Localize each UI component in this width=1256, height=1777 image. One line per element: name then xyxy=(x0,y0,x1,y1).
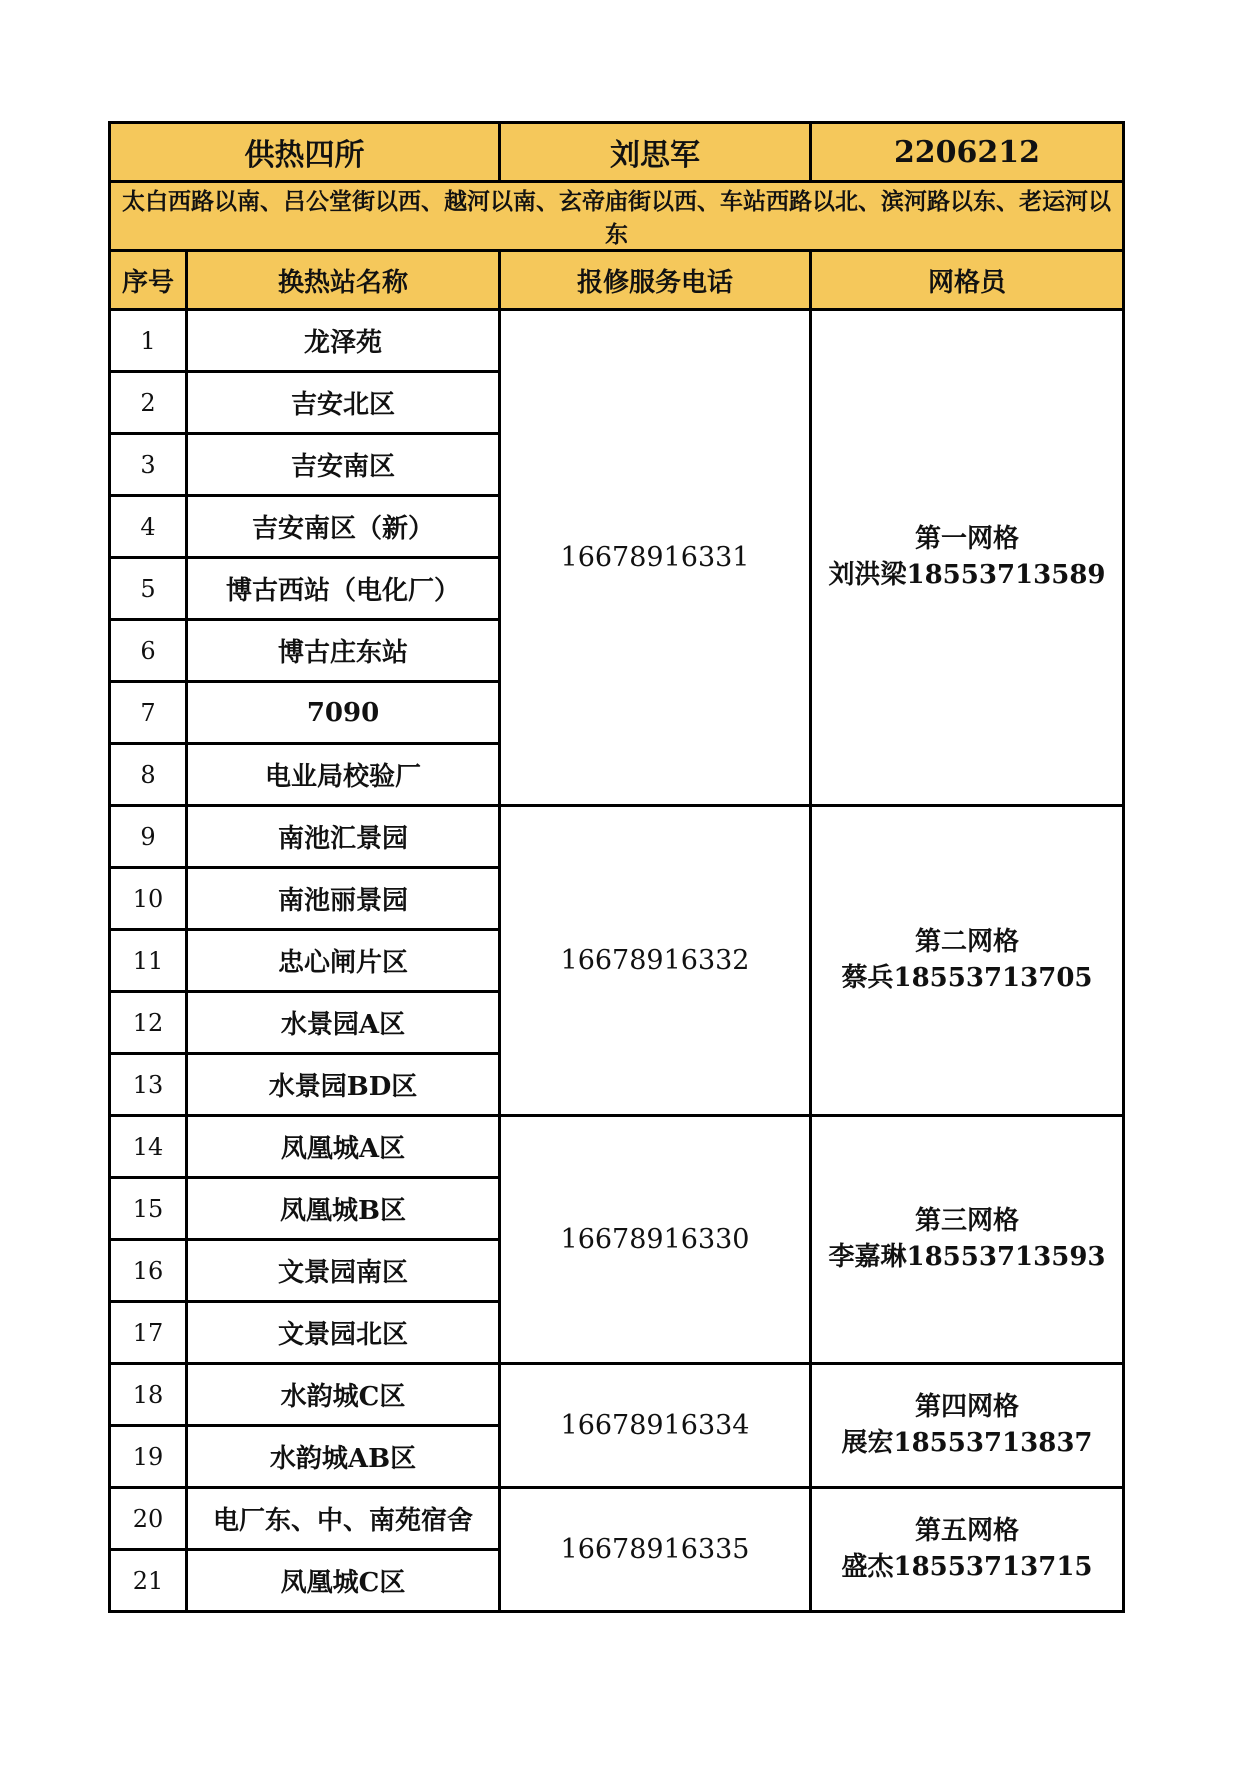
service-phone-cell: 16678916335 xyxy=(500,1488,811,1612)
grid-contact-line: 李嘉琳18553713593 xyxy=(828,1241,1106,1272)
station-name-cell: 电厂东、中、南苑宿舍 xyxy=(187,1488,500,1550)
station-name-cell: 凤凰城A区 xyxy=(187,1116,500,1178)
row-number-cell: 16 xyxy=(110,1240,187,1302)
coverage-area-text: 太白西路以南、吕公堂街以西、越河以南、玄帝庙街以西、车站西路以北、滨河路以东、老运河以东 xyxy=(110,182,1124,251)
grid-worker-cell xyxy=(811,1364,1124,1488)
row-number-cell: 11 xyxy=(110,930,187,992)
grid-name-line: 第一网格 xyxy=(914,524,1019,555)
heating-station-table xyxy=(108,121,1125,1613)
grid-name-line: 第三网格 xyxy=(914,1206,1019,1237)
row-number-cell: 17 xyxy=(110,1302,187,1364)
row-number-cell: 12 xyxy=(110,992,187,1054)
row-number-cell: 4 xyxy=(110,496,187,558)
station-name-cell: 文景园北区 xyxy=(187,1302,500,1364)
row-number-cell: 1 xyxy=(110,310,187,372)
table-row xyxy=(110,1488,1124,1550)
row-number-cell: 5 xyxy=(110,558,187,620)
row-number-cell: 19 xyxy=(110,1426,187,1488)
station-table-body xyxy=(110,123,1124,1612)
service-phone-cell: 16678916332 xyxy=(500,806,811,1116)
station-name-cell: 水韵城C区 xyxy=(187,1364,500,1426)
service-phone-cell: 16678916330 xyxy=(500,1116,811,1364)
grid-worker-cell xyxy=(811,806,1124,1116)
row-number-cell: 18 xyxy=(110,1364,187,1426)
grid-name-line: 第五网格 xyxy=(914,1516,1019,1547)
station-name-cell: 水韵城AB区 xyxy=(187,1426,500,1488)
table-row xyxy=(110,310,1124,372)
station-name-cell: 7090 xyxy=(187,682,500,744)
column-header-no: 序号 xyxy=(110,251,187,310)
row-number-cell: 9 xyxy=(110,806,187,868)
row-number-cell: 3 xyxy=(110,434,187,496)
station-name-cell: 吉安南区（新） xyxy=(187,496,500,558)
station-name-cell: 吉安北区 xyxy=(187,372,500,434)
column-header-grid-worker: 网格员 xyxy=(811,251,1124,310)
station-name-cell: 博古庄东站 xyxy=(187,620,500,682)
row-number-cell: 2 xyxy=(110,372,187,434)
station-name-cell: 忠心闸片区 xyxy=(187,930,500,992)
column-header-row xyxy=(110,251,1124,310)
grid-contact-line: 展宏18553713837 xyxy=(841,1427,1093,1458)
manager-name: 刘思军 xyxy=(500,123,811,182)
station-name-cell: 博古西站（电化厂） xyxy=(187,558,500,620)
table-row xyxy=(110,806,1124,868)
station-name-cell: 凤凰城C区 xyxy=(187,1550,500,1612)
row-number-cell: 21 xyxy=(110,1550,187,1612)
row-number-cell: 10 xyxy=(110,868,187,930)
grid-name-line: 第二网格 xyxy=(914,927,1019,958)
row-number-cell: 7 xyxy=(110,682,187,744)
grid-worker-cell xyxy=(811,1116,1124,1364)
table-row xyxy=(110,1364,1124,1426)
row-number-cell: 6 xyxy=(110,620,187,682)
row-number-cell: 13 xyxy=(110,1054,187,1116)
grid-contact-line: 蔡兵18553713705 xyxy=(841,962,1093,993)
row-number-cell: 20 xyxy=(110,1488,187,1550)
table-row xyxy=(110,1116,1124,1178)
station-name-cell: 龙泽苑 xyxy=(187,310,500,372)
coverage-row xyxy=(110,182,1124,251)
grid-contact-line: 盛杰18553713715 xyxy=(841,1551,1093,1582)
grid-worker-cell xyxy=(811,1488,1124,1612)
service-phone-cell: 16678916334 xyxy=(500,1364,811,1488)
column-header-service-phone: 报修服务电话 xyxy=(500,251,811,310)
station-name-cell: 南池汇景园 xyxy=(187,806,500,868)
station-name-cell: 水景园A区 xyxy=(187,992,500,1054)
station-name-cell: 凤凰城B区 xyxy=(187,1178,500,1240)
service-phone-cell: 16678916331 xyxy=(500,310,811,806)
title-row xyxy=(110,123,1124,182)
station-name-cell: 吉安南区 xyxy=(187,434,500,496)
station-name-cell: 文景园南区 xyxy=(187,1240,500,1302)
station-name-cell: 南池丽景园 xyxy=(187,868,500,930)
row-number-cell: 14 xyxy=(110,1116,187,1178)
grid-worker-cell xyxy=(811,310,1124,806)
office-phone: 2206212 xyxy=(811,123,1124,182)
column-header-station: 换热站名称 xyxy=(187,251,500,310)
row-number-cell: 15 xyxy=(110,1178,187,1240)
row-number-cell: 8 xyxy=(110,744,187,806)
grid-contact-line: 刘洪梁18553713589 xyxy=(828,559,1106,590)
grid-name-line: 第四网格 xyxy=(914,1392,1019,1423)
station-name-cell: 水景园BD区 xyxy=(187,1054,500,1116)
department-title: 供热四所 xyxy=(110,123,500,182)
station-name-cell: 电业局校验厂 xyxy=(187,744,500,806)
